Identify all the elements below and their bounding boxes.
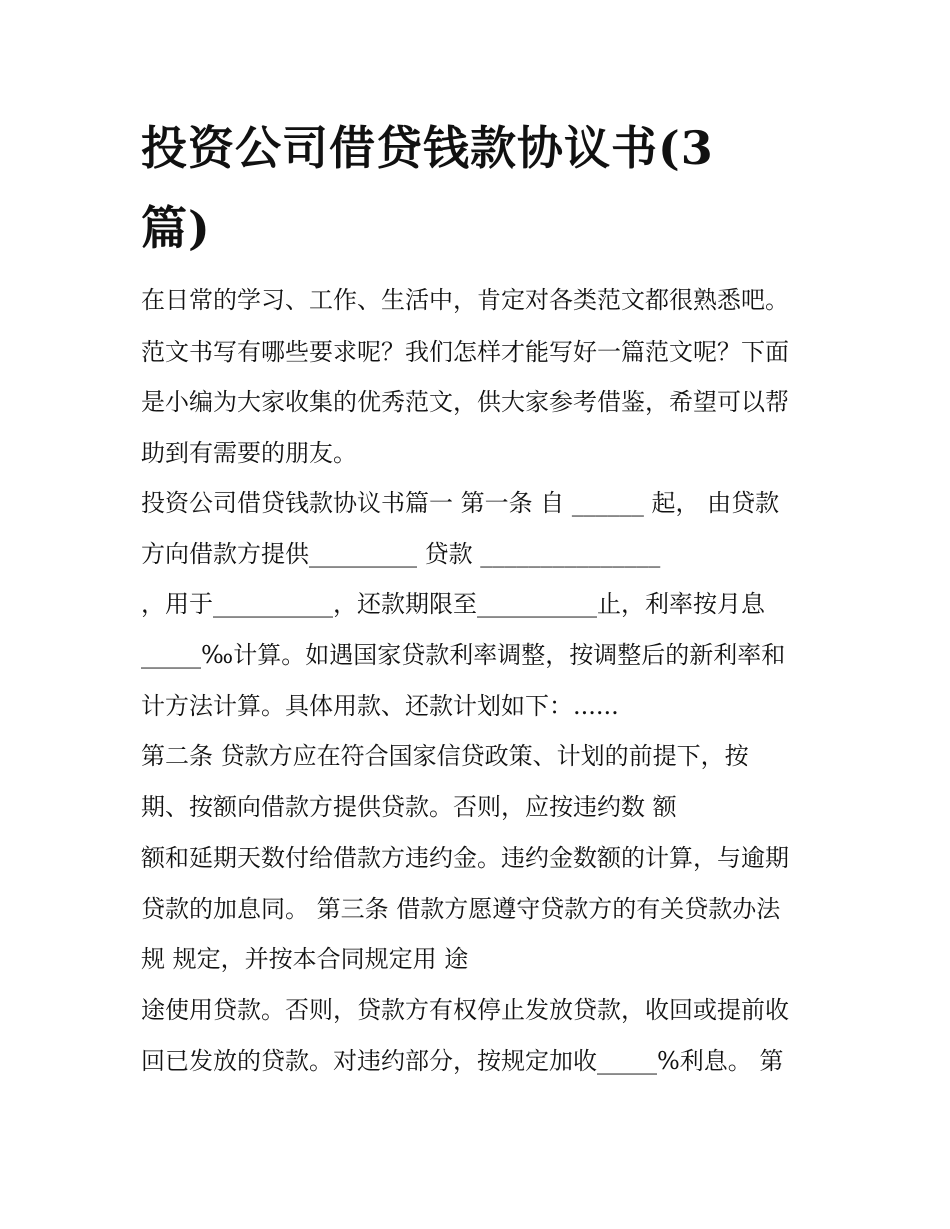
document-title [141,108,781,268]
text-line: 投资公司借贷钱款协议书篇一 第一条 自 ______ 起， 由贷款 [141,489,780,517]
text-line: 额和延期天数付给借款方违约金。违约金数额的计算，与逾期 [141,844,789,872]
text-line: 计方法计算。具体用款、还款计划如下：...... [141,692,619,720]
text-line: 助到有需要的朋友。 [141,439,357,467]
text-line: 途使用贷款。否则，贷款方有权停止发放贷款，收回或提前收 [141,996,789,1024]
text-line: 期、按额向借款方提供贷款。否则，应按违约数 额 [141,793,677,821]
title-line-2: 篇) [141,201,211,255]
text-line: 方向借款方提供_________ 贷款 _______________ [141,540,661,568]
text-line: 回已发放的贷款。对违约部分，按规定加收_____%利息。 第 [141,1047,784,1075]
text-line: 第二条 贷款方应在符合国家信贷政策、计划的前提下，按 [141,742,749,770]
text-line: 是小编为大家收集的优秀范文，供大家参考借鉴，希望可以帮 [141,388,789,416]
text-line: 范文书写有哪些要求呢？我们怎样才能写好一篇范文呢？下面 [141,338,789,366]
text-line: 贷款的加息同。 第三条 借款方愿遵守贷款方的有关贷款办法 [141,895,781,923]
text-line: 规 规定，并按本合同规定用 途 [141,945,469,973]
title-line-1: 投资公司借贷钱款协议书(3 [141,121,714,175]
text-line: _____‰计算。如遇国家贷款利率调整，按调整后的新利率和 [141,641,786,669]
text-line: ，用于__________，还款期限至__________止，利率按月息 [141,590,765,618]
text-line: 在日常的学习、工作、生活中，肯定对各类范文都很熟悉吧。 [141,286,789,314]
